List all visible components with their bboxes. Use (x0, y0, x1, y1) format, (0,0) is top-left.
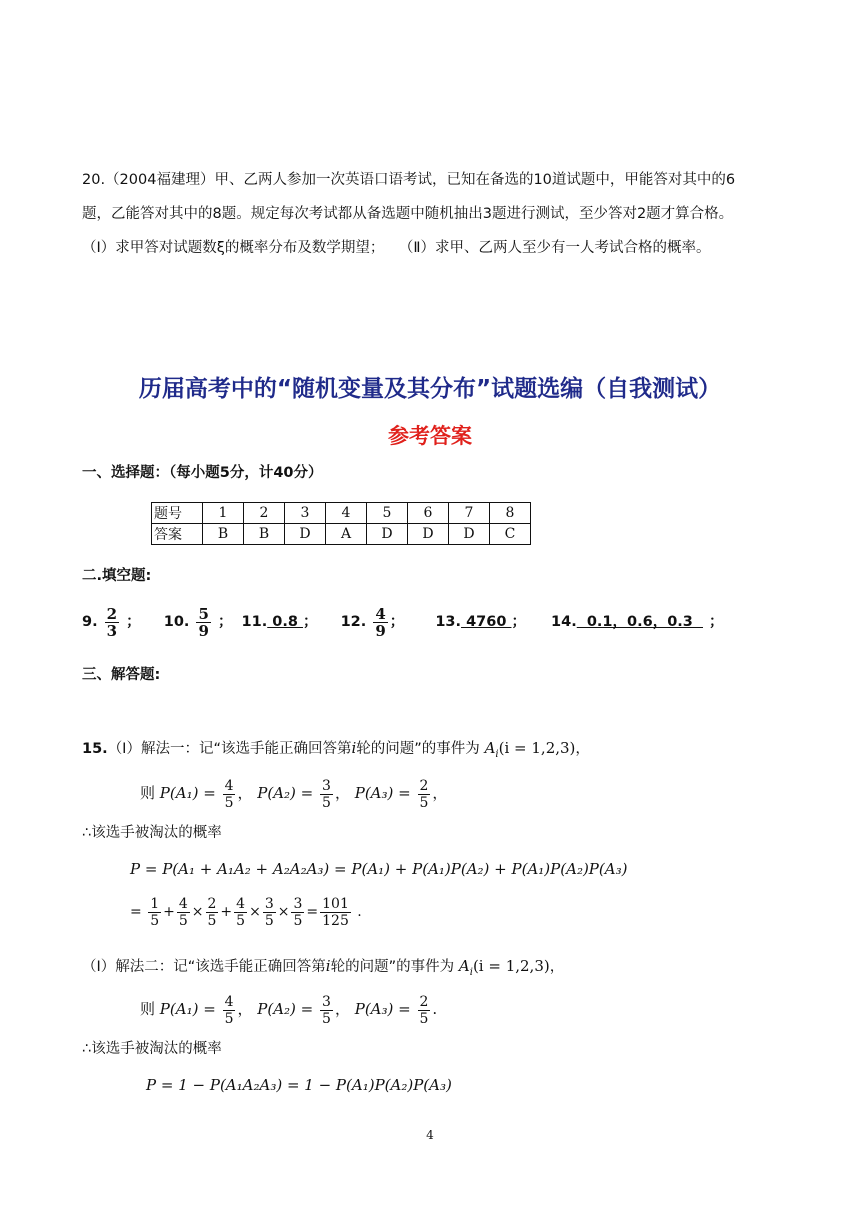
q11-answer: 0.8 (267, 614, 304, 630)
p3-fraction: $\frac{2}{5}$ (419, 993, 429, 1027)
q15-m2-text-mid: 轮的问题”的事件为 (330, 959, 455, 975)
p2-label: P(A₂) = (257, 784, 314, 802)
q14-label: 14. (551, 614, 577, 630)
table-cell: 8 (490, 503, 531, 524)
q11-label: 11. (241, 614, 268, 630)
p2-fraction: $\frac{3}{5}$ (322, 993, 331, 1027)
table-cell: 答案 (152, 524, 203, 545)
q20-line3: （Ⅰ）求甲答对试题数ξ的概率分布及数学期望； （Ⅱ）求甲、乙两人至少有一人考试合格的概率。 (82, 240, 711, 256)
q13-label: 13. (435, 614, 462, 630)
q15-text-mid: 轮的问题”的事件为 (356, 741, 480, 757)
result-fraction: $\frac{101}{125}$ (322, 895, 349, 929)
q20-line1: 20.（2004福建理）甲、乙两人参加一次英语口语考试，已知在备选的10道试题中，甲能答对其中的6 (82, 172, 736, 188)
separator: ； (303, 614, 318, 630)
p3-label: P(A₃) = (354, 1000, 411, 1018)
answer-table (151, 502, 531, 545)
table-cell: 1 (203, 503, 244, 524)
table-cell: D (449, 524, 490, 545)
table-cell: 4 (326, 503, 367, 524)
table-cell: 2 (244, 503, 285, 524)
q15-m2-text: （Ⅰ）解法二：记“该选手能正确回答第 (82, 959, 326, 975)
table-cell: 7 (449, 503, 490, 524)
p3-label: P(A₃) = (354, 784, 411, 802)
separator: ； (511, 614, 526, 630)
q12-label: 12. (340, 614, 367, 630)
event-range: (i = 1,2,3) (498, 739, 576, 757)
equation-line-2: = $\frac{1}{5}$ + $\frac{4}{5}$ × $\frac{2}{5}$ + $\frac{4}{5}$ × $\frac{3}{5}$ × $\frac{3}{5}$ = $\frac{101}{125}$ . (130, 895, 362, 929)
equation-last: P = 1 − P(A₁A₂A₃) = 1 − P(A₁)P(A₂)P(A₃) (146, 1076, 452, 1094)
q13-answer: 4760 (461, 614, 512, 630)
table-cell: 5 (367, 503, 408, 524)
table-cell: A (326, 524, 367, 545)
equation-line-1: P = P(A₁ + A₁A₂ + A₂A₂A₃) = P(A₁) + P(A₁)P(A₂) + P(A₁)P(A₂)P(A₃) (130, 860, 628, 878)
separator: ； (389, 614, 405, 630)
section3-label: 三、解答题: (82, 667, 161, 683)
therefore-line-2: ∴该选手被淘汰的概率 (82, 1041, 222, 1057)
p2-fraction: $\frac{3}{5}$ (322, 777, 331, 811)
table-cell: 题号 (152, 503, 203, 524)
section2-label: 二.填空题: (82, 568, 152, 584)
q9-label: 9. (82, 614, 98, 630)
q10-fraction: $\frac{5}{9}$ (198, 604, 209, 640)
table-cell: B (203, 524, 244, 545)
q20-line2: 题，乙能答对其中的8题。规定每次考试都从备选题中随机抽出3题进行测试，至少答对2题才算合格。 (82, 206, 734, 222)
probabilities-line-1: 则 P(A₁) = $\frac{4}{5}$ ， P(A₂) = $\frac{3}{5}$ ， P(A₃) = $\frac{2}{5}$ ， (140, 777, 448, 811)
event-range: (i = 1,2,3) (472, 957, 550, 975)
table-cell: D (408, 524, 449, 545)
q15-text: （Ⅰ）解法一：记“该选手能正确回答第 (107, 741, 352, 757)
q10-label: 10. (163, 614, 190, 630)
page-subtitle: 参考答案 (388, 424, 472, 448)
q14-answer: 0.1，0.6，0.3 (576, 614, 703, 630)
separator: ； (217, 614, 233, 630)
q15-m2-intro: （Ⅰ）解法二：记“该选手能正确回答第i轮的问题”的事件为 $A_i(i = 1,2,3)$， (82, 957, 565, 978)
p1-fraction: $\frac{4}{5}$ (224, 777, 234, 811)
p2-label: P(A₂) = (257, 1000, 314, 1018)
q15-m1-intro: 15.（Ⅰ）解法一：记“该选手能正确回答第i轮的问题”的事件为 $A_i(i = 1,2,3)$， (82, 739, 590, 760)
separator: ； (126, 614, 141, 630)
p1-label: P(A₁) = (159, 1000, 216, 1018)
table-cell: 6 (408, 503, 449, 524)
table-cell: C (490, 524, 531, 545)
table-row (152, 524, 531, 545)
table-cell: 3 (285, 503, 326, 524)
table-cell: D (285, 524, 326, 545)
table-cell: D (367, 524, 408, 545)
table-cell: B (244, 524, 285, 545)
then-label: 则 (140, 784, 156, 802)
separator: ； (709, 614, 724, 630)
probabilities-line-2: 则 P(A₁) = $\frac{4}{5}$ ， P(A₂) = $\frac{3}{5}$ ， P(A₃) = $\frac{2}{5}$ . (140, 993, 438, 1027)
p1-label: P(A₁) = (159, 784, 216, 802)
fill-answers (82, 604, 724, 640)
table-row (152, 503, 531, 524)
q9-fraction: $\frac{2}{3}$ (106, 604, 118, 640)
q12-fraction: $\frac{4}{9}$ (375, 604, 386, 640)
page-number: 4 (426, 1128, 434, 1142)
p3-fraction: $\frac{2}{5}$ (419, 777, 429, 811)
var-i: i (325, 957, 331, 975)
p1-fraction: $\frac{4}{5}$ (224, 993, 234, 1027)
then-label: 则 (140, 1000, 156, 1018)
q15-number: 15. (82, 741, 108, 757)
therefore-line-1: ∴该选手被淘汰的概率 (82, 825, 222, 841)
page-title: 历届高考中的“随机变量及其分布”试题选编（自我测试） (138, 376, 722, 402)
section1-label: 一、选择题：（每小题5分，计40分） (82, 465, 323, 481)
var-i: i (351, 739, 357, 757)
